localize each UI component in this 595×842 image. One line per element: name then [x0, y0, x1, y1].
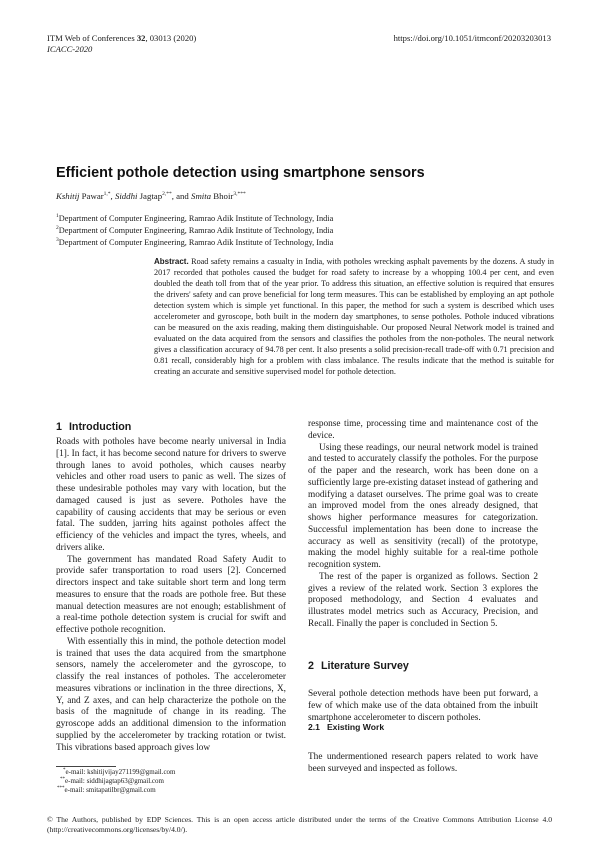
paragraph: Roads with potholes have become nearly universal in India [1]. In fact, it has become second nature for drivers to swerve through lanes to avoid potholes, which causes nearby vehicles and other road users to panic as well. The sizes of these undesirable potholes may vary with location, but the damaged caused is just as severe. Potholes have the capability of causing accidents that may be serious or even fatal. The sudden, jarring hits against potholes affect the efficiency of the vehicles and impact the tyres, wheels, and drivers alike.	[56, 437, 286, 553]
abstract	[154, 256, 554, 378]
running-header-left	[47, 33, 196, 55]
footnote-rule	[56, 766, 116, 767]
doi-link[interactable]: https://doi.org/10.1051/itmconf/20203203013	[393, 33, 551, 43]
section-heading-introduction: 1 Introduction	[56, 421, 132, 433]
author: Kshitij Pawar$^{1,*}$,	[56, 191, 115, 201]
journal-citation: ITM Web of Conferences 32, 03013 (2020)	[47, 33, 197, 43]
author: Smita Bhoir$^{3,***}$	[191, 191, 246, 201]
abstract-text: Road safety remains a casualty in India, with potholes wrecking asphalt pavements by the dozens. A study in 2017 recorded that potholes caused the budget for road safety to increase by a whopping 100.4 per cent, and even doubled the death toll from that of the year prior. To address this situation, an effective solution is required that ensures the drivers' safety and can prove beneficial for long term measures. This can be established by employing an apt pothole detection system which is simple yet functional. In this paper, the method for such a system is described which uses accelerometer and gyroscope, both built in the modern day smartphones, to sense potholes. Pothole induced vibrations can be measured on the axis reading, making them distinguishable. Our proposed Neural Network model is trained and evaluated on the data acquired from the sensors and classifies the potholes from the non-potholes. The neural network gives a classification accuracy of 94.78 per cent. It also presents a solid precision-recall trade-off with 0.71 precision and 0.81 recall, considerably high for a problem with class imbalance. The results indicate that the method is suitable for creating an accurate and sensitive supervised model for pothole detection.	[154, 257, 554, 377]
paragraph: Several pothole detection methods have been put forward, a few of which make use of the data obtained from the inbuilt smartphone accelerometer to discern potholes.	[308, 689, 538, 723]
footnote-email: *e-mail: kshitijvijay271199@gmail.com	[63, 768, 176, 776]
paper-title: Efficient pothole detection using smartphone sensors	[56, 165, 425, 181]
left-column	[56, 437, 286, 754]
license-footer: © The Authors, published by EDP Sciences. This is an open access article distributed under the terms of the Creative Commons Attribution License 4.0 (http://creativecommons.org/licenses/by/4.0/).	[47, 815, 552, 834]
author-list	[56, 191, 246, 202]
paragraph: Using these readings, our neural network model is trained and tested to accurately classify the potholes. For the purpose of the paper and the research, work has been done on a sufficiently large pre-existing dataset instead of gathering and modifying a dataset ourselves. The prime goal was to create an improved model from the ones already designed, that shows higher performance measures for categorization. Successful implementation has been done to increase the accuracy as well as sensitivity (recall) of the prototype, making the model highly suitable for a real-time pothole recognition system.	[308, 442, 538, 570]
paragraph: response time, processing time and maintenance cost of the device.	[308, 419, 538, 441]
paragraph: The undermentioned research papers related to work have been surveyed and inspected as follows.	[308, 752, 538, 774]
footnote-email: **e-mail: siddhijagtap63@gmail.com	[60, 777, 164, 785]
paragraph: The rest of the paper is organized as follows. Section 2 gives a review of the related work. Section 3 explores the proposed methodology, and Section 4 evaluates and illustrates model metrics such as Accuracy, Precision, and Recall. Finally the paper is concluded in Section 5.	[308, 571, 538, 629]
paragraph: With essentially this in mind, the pothole detection model is trained that uses the data acquired from the smartphone sensors, namely the accelerometer and the gyroscope, to classify the real instances of potholes. The accelerometer measures vibrations or inclination in the three directions, X, Y, and Z axes, and can help characterize the pothole on the basis of the magnitude of change in its reading. The gyroscope adds an additional dimension to the information supplied by the accelerometer by tracking rotation or twist. This vibrations based approach gives low	[56, 636, 286, 753]
conference-name: ICACC-2020	[47, 44, 93, 54]
affiliation: $^1$Department of Computer Engineering, Ramrao Adik Institute of Technology, India	[56, 213, 334, 223]
paragraph: The government has mandated Road Safety Audit to provide safer transportation to road users [2]. Concerned directors inspect and take suitable short term and long term measures to ensure that the roads are pothole free. But these manual detection measures are not enough; establishment of a real-time pothole detection system is crucial for swift and effective pothole recognition.	[56, 554, 286, 635]
section-heading-literature-survey: 2 Literature Survey	[308, 660, 409, 672]
right-column	[308, 419, 538, 631]
affiliation: $^2$Department of Computer Engineering, Ramrao Adik Institute of Technology, India	[56, 225, 334, 235]
affiliation: $^3$Department of Computer Engineering, Ramrao Adik Institute of Technology, India	[56, 237, 334, 247]
abstract-label: Abstract.	[154, 257, 189, 266]
subsection-heading-existing-work: 2.1 Existing Work	[308, 722, 385, 732]
author: Siddhi Jagtap$^{2,**}$, and	[114, 191, 192, 201]
footnote-email: ***e-mail: smitapatilbr@gmail.com	[57, 786, 156, 794]
